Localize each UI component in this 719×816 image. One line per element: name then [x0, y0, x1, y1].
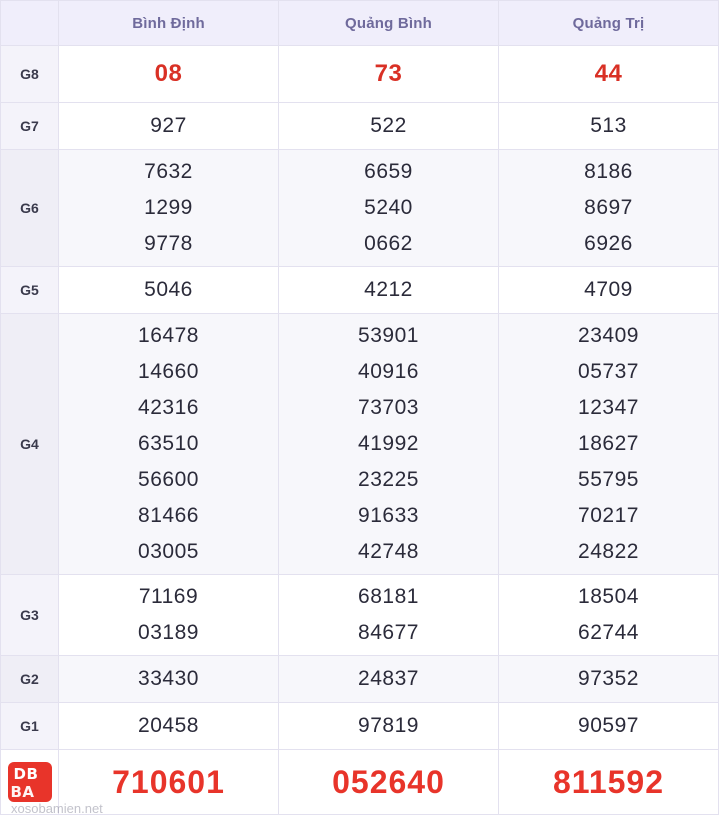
header-corner-cell [1, 1, 59, 46]
number: 24837 [358, 667, 419, 690]
prize-numbers-special-quang-binh [279, 750, 499, 815]
prize-label-g6: G6 [1, 150, 59, 267]
prize-numbers-g7-quang-tri [499, 103, 719, 150]
number: 03189 [138, 621, 199, 644]
number: 33430 [138, 667, 199, 690]
prize-label-g1: G1 [1, 703, 59, 750]
prize-label-g4: G4 [1, 314, 59, 575]
prize-numbers-g3-binh-dinh [59, 575, 279, 656]
number: 20458 [138, 714, 199, 737]
number: 97352 [578, 667, 639, 690]
number: 522 [370, 114, 407, 137]
number: 68181 [358, 585, 419, 608]
number: 55795 [578, 468, 639, 491]
prize-numbers-g8-quang-binh [279, 46, 499, 103]
prize-numbers-special-quang-tri [499, 750, 719, 815]
prize-numbers-g1-binh-dinh [59, 703, 279, 750]
number: 97819 [358, 714, 419, 737]
number: 1299 [144, 196, 193, 219]
number: 42748 [358, 540, 419, 563]
number: 9778 [144, 232, 193, 255]
prize-numbers-g5-quang-tri [499, 267, 719, 314]
number: 18627 [578, 432, 639, 455]
number: 42316 [138, 396, 199, 419]
number: 927 [150, 114, 187, 137]
number: 5240 [364, 196, 413, 219]
number: 4212 [364, 278, 413, 301]
number: 70217 [578, 504, 639, 527]
number: 7632 [144, 160, 193, 183]
header-province-binh-dinh[interactable]: Bình Định [59, 1, 279, 46]
number: 56600 [138, 468, 199, 491]
number: 0662 [364, 232, 413, 255]
table-body [1, 46, 719, 815]
number: 6659 [364, 160, 413, 183]
prize-label-g3: G3 [1, 575, 59, 656]
prize-label-g5: G5 [1, 267, 59, 314]
header-province-quang-binh[interactable]: Quảng Bình [279, 1, 499, 46]
logo-line-2: BA [10, 783, 35, 801]
number: 8697 [584, 196, 633, 219]
number: 73703 [358, 396, 419, 419]
prize-numbers-g7-binh-dinh [59, 103, 279, 150]
table-row-g5 [1, 267, 719, 314]
number: 18504 [578, 585, 639, 608]
header-row [1, 1, 719, 46]
prize-numbers-g8-quang-tri [499, 46, 719, 103]
number: 62744 [578, 621, 639, 644]
number: 14660 [138, 360, 199, 383]
prize-numbers-g6-quang-binh [279, 150, 499, 267]
table-row-g8 [1, 46, 719, 103]
db-logo-icon [8, 762, 52, 802]
prize-numbers-g6-binh-dinh [59, 150, 279, 267]
table-header [1, 1, 719, 46]
number: 513 [590, 114, 627, 137]
number: 90597 [578, 714, 639, 737]
prize-numbers-g2-quang-tri [499, 656, 719, 703]
number: 63510 [138, 432, 199, 455]
number: 05737 [578, 360, 639, 383]
number: 71169 [138, 585, 199, 608]
table-row-g2 [1, 656, 719, 703]
prize-label-g2: G2 [1, 656, 59, 703]
number: 8186 [584, 160, 633, 183]
number: 24822 [578, 540, 639, 563]
number: 710601 [112, 764, 225, 800]
prize-numbers-g1-quang-binh [279, 703, 499, 750]
logo-line-1: DB [13, 765, 39, 783]
number: 08 [154, 60, 183, 87]
number: 41992 [358, 432, 419, 455]
prize-numbers-g4-quang-binh [279, 314, 499, 575]
site-logo-cell [1, 750, 103, 816]
prize-numbers-g1-quang-tri [499, 703, 719, 750]
number: 12347 [578, 396, 639, 419]
prize-numbers-g2-binh-dinh [59, 656, 279, 703]
table-row-special-prize [1, 750, 719, 815]
prize-numbers-g8-binh-dinh [59, 46, 279, 103]
prize-numbers-g4-binh-dinh [59, 314, 279, 575]
prize-numbers-g5-quang-binh [279, 267, 499, 314]
prize-numbers-g3-quang-tri [499, 575, 719, 656]
table-row-g4 [1, 314, 719, 575]
number: 052640 [332, 764, 445, 800]
prize-numbers-g2-quang-binh [279, 656, 499, 703]
number: 6926 [584, 232, 633, 255]
watermark-text: xosobamien.net [11, 801, 103, 816]
prize-numbers-g6-quang-tri [499, 150, 719, 267]
number: 5046 [144, 278, 193, 301]
prize-numbers-g7-quang-binh [279, 103, 499, 150]
number: 44 [594, 60, 623, 87]
prize-numbers-g5-binh-dinh [59, 267, 279, 314]
header-province-quang-tri[interactable]: Quảng Trị [499, 1, 719, 46]
prize-label-g7: G7 [1, 103, 59, 150]
table-row-g6 [1, 150, 719, 267]
number: 73 [374, 60, 403, 87]
prize-numbers-g3-quang-binh [279, 575, 499, 656]
table-row-g1 [1, 703, 719, 750]
number: 23409 [578, 324, 639, 347]
table-row-g3 [1, 575, 719, 656]
number: 811592 [552, 764, 664, 800]
table-row-g7 [1, 103, 719, 150]
number: 23225 [358, 468, 419, 491]
prize-label-g8: G8 [1, 46, 59, 103]
number: 03005 [138, 540, 199, 563]
number: 81466 [138, 504, 199, 527]
number: 16478 [138, 324, 199, 347]
number: 91633 [358, 504, 419, 527]
number: 84677 [358, 621, 419, 644]
prize-numbers-special-binh-dinh [59, 750, 279, 815]
number: 4709 [584, 278, 633, 301]
number: 53901 [358, 324, 419, 347]
number: 40916 [358, 360, 419, 383]
prize-numbers-g4-quang-tri [499, 314, 719, 575]
